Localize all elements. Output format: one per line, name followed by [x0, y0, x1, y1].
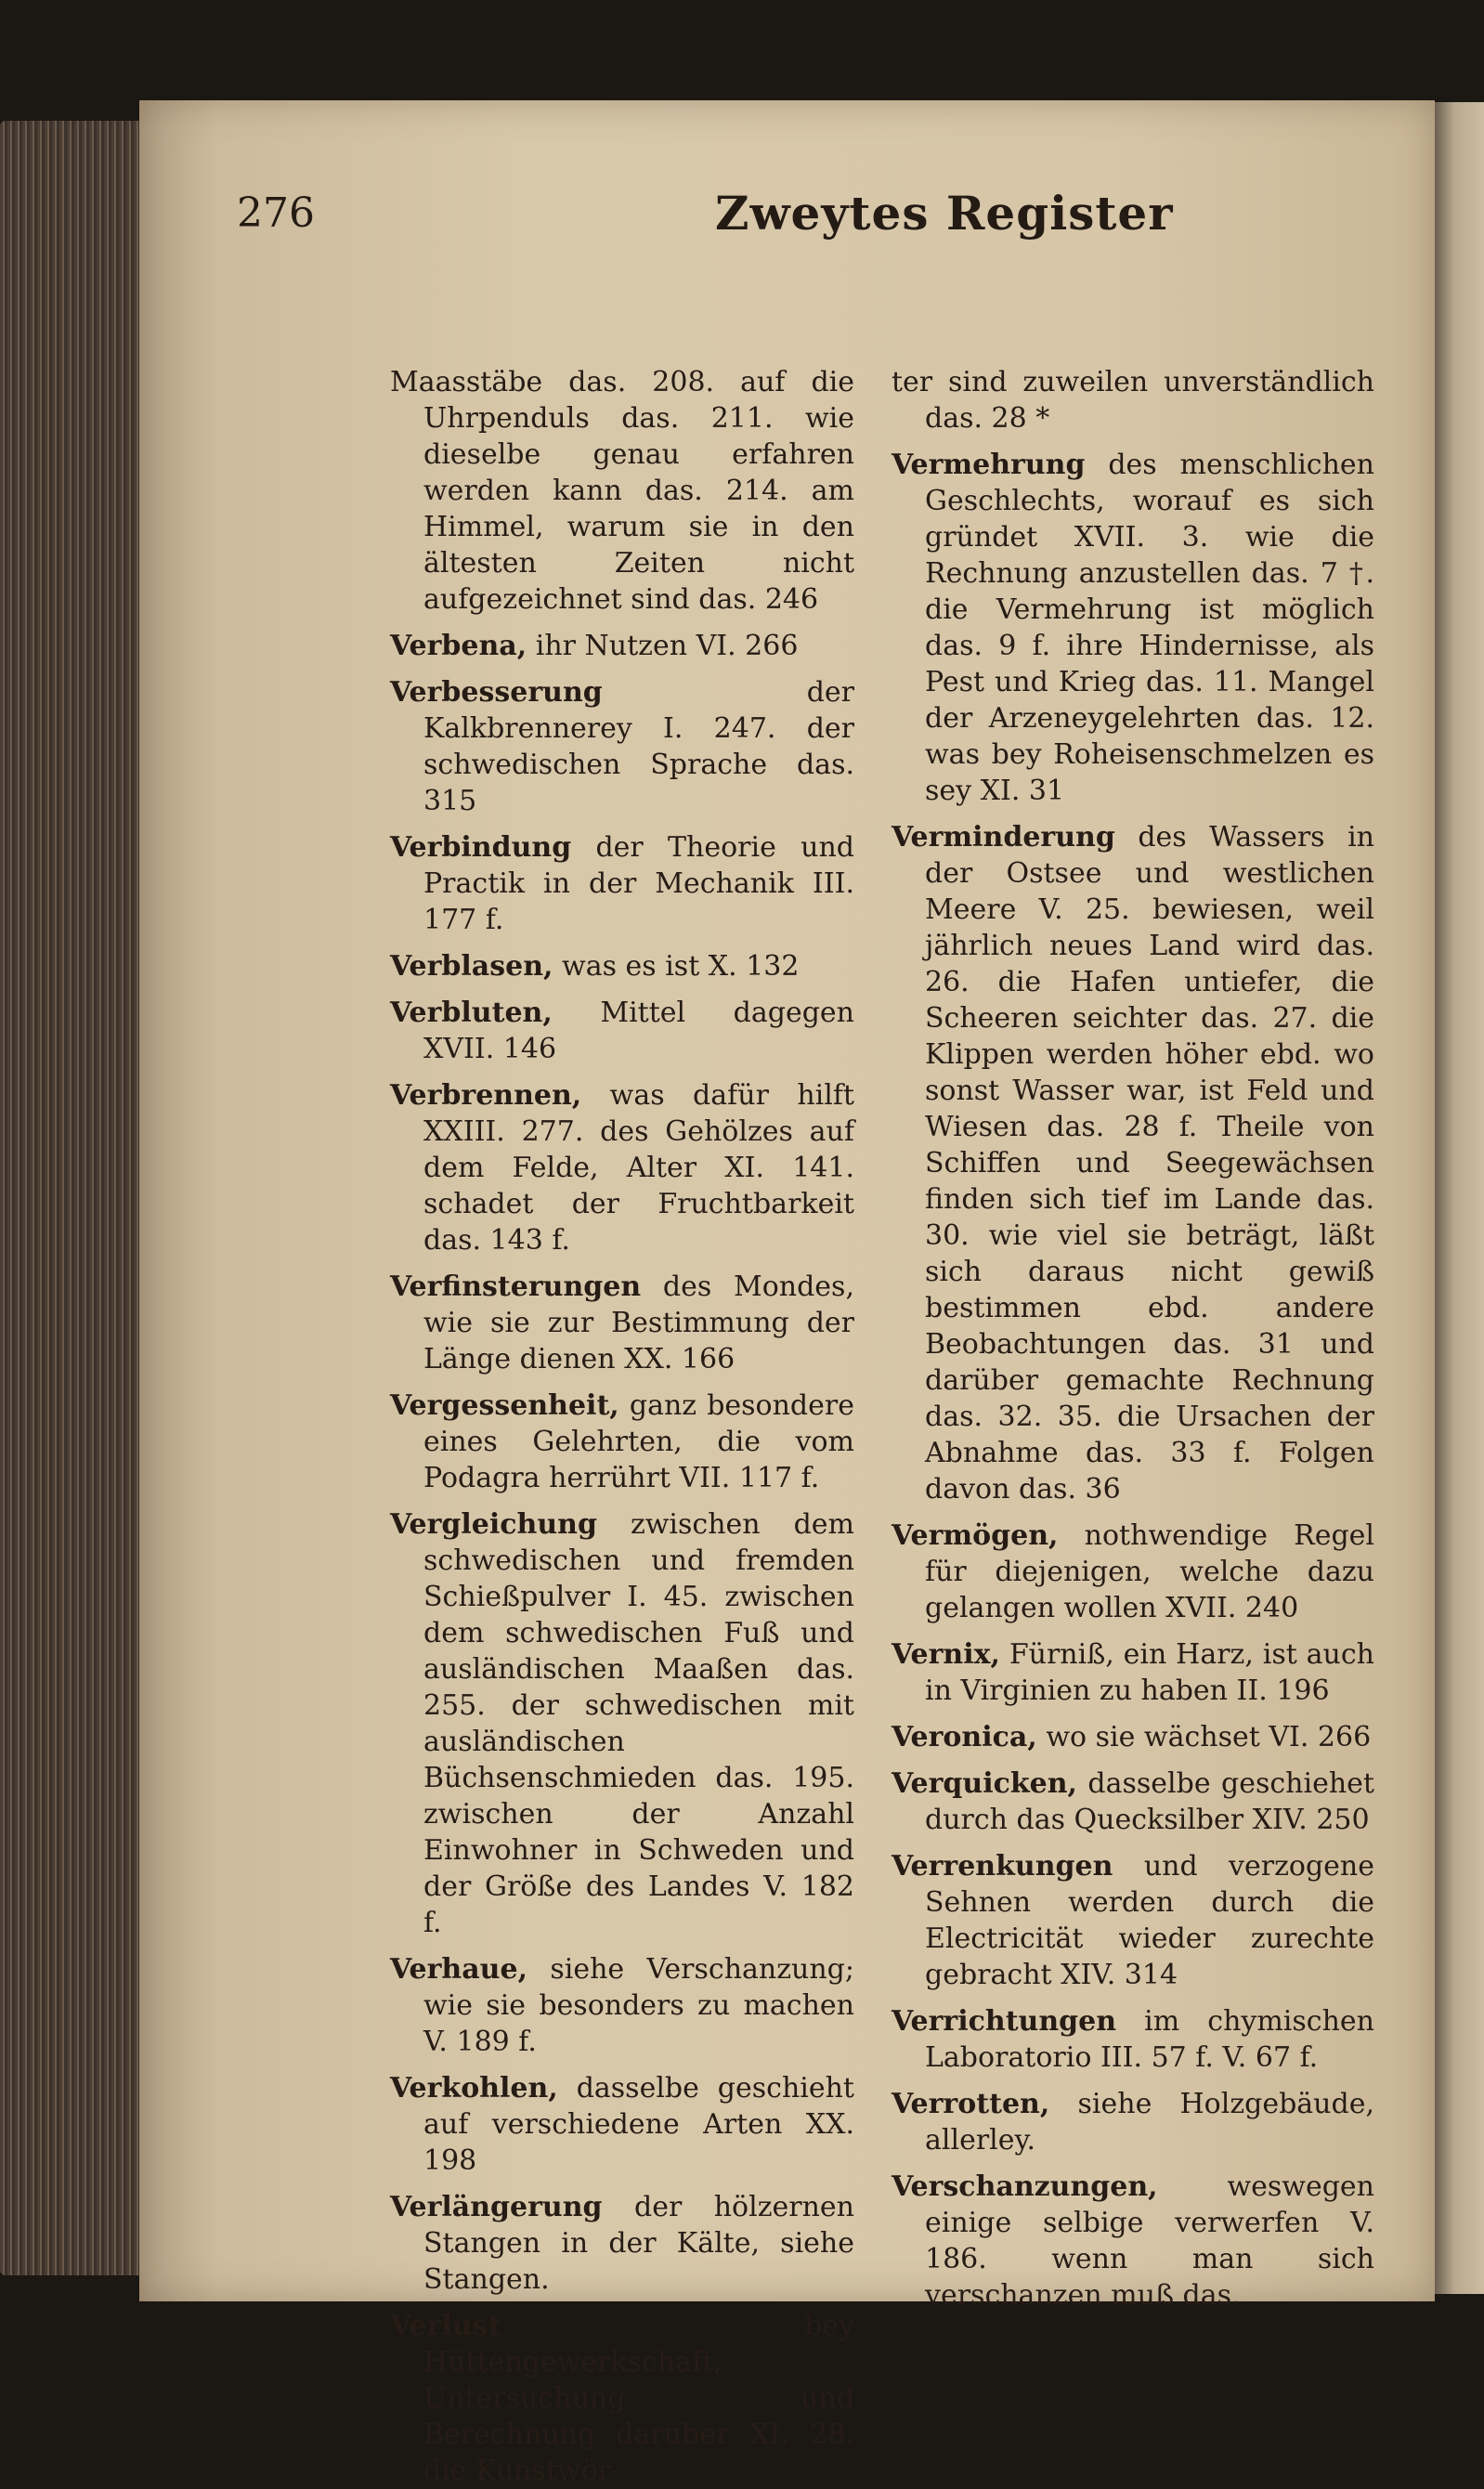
- entry-text: wo sie wächset VI. 266: [1046, 1721, 1372, 1753]
- entry-headword: Verquicken,: [892, 1767, 1077, 1800]
- entry-text: der Theorie und Practik in der Mechanik III. 177 f.: [423, 831, 854, 936]
- entry-headword: Verbindung: [390, 831, 572, 864]
- index-entry: [390, 628, 854, 664]
- index-entry: [892, 1719, 1374, 1755]
- entry-headword: Verrenkungen: [892, 1850, 1113, 1883]
- right-index-column: [892, 364, 1374, 2312]
- facing-page-edge: [1435, 102, 1484, 2294]
- entry-text: dasselbe geschiehet durch das Quecksilber XIV. 250: [925, 1767, 1374, 1836]
- index-entry: [390, 2189, 854, 2298]
- index-entry: [892, 1766, 1374, 1838]
- index-entry: [390, 948, 854, 984]
- index-entry: [390, 2308, 854, 2489]
- index-entry: [390, 674, 854, 819]
- entry-text: Mittel dagegen XVII. 146: [423, 997, 854, 1065]
- entry-headword: Verlust: [390, 2310, 501, 2342]
- entry-text: siehe Holzgebäude, allerley.: [925, 2088, 1374, 2157]
- page-header: [0, 176, 1484, 251]
- index-entry: [390, 1506, 854, 1941]
- entry-text: Fürniß, ein Harz, ist auch in Virginien zu haben II. 196: [925, 1638, 1374, 1707]
- entry-headword: Verbesserung: [390, 676, 603, 709]
- entry-headword: Vergessenheit,: [390, 1389, 619, 1422]
- entry-text: des Wassers in der Ostsee und westlichen Meere V. 25. bewiesen, weil jährlich neues Land wird das. 26. die Hafen untiefer, die Scheeren seichter das. 27. die Klippen werden höher ebd. wo sonst Wasser war, ist Feld und Wiesen das. 28 f. Theile von Schiffen und Seegewächsen finden sich tief im Lande das. 30. wie viel sie beträgt, läßt sich daraus nicht gewiß bestimmen ebd. andere Beobachtungen das. 31 und darüber gemachte Rechnung das. 32. 35. die Ursachen der Abnahme das. 33 f. Folgen davon das. 36: [925, 821, 1374, 1505]
- index-entry: [390, 1077, 854, 1258]
- entry-headword: Verbluten,: [390, 997, 553, 1029]
- entry-headword: Verbrennen,: [390, 1079, 582, 1112]
- index-entry: [892, 1518, 1374, 1626]
- index-entry: [390, 995, 854, 1067]
- index-entry: [892, 819, 1374, 1507]
- index-entry: [390, 1269, 854, 1377]
- index-entry: [892, 1636, 1374, 1709]
- entry-headword: Vernix,: [892, 1638, 1000, 1671]
- page-number: 276: [237, 189, 315, 237]
- entry-headword: Vermehrung: [892, 449, 1086, 481]
- entry-text: siehe Verschanzung; wie sie besonders zu machen V. 189 f.: [423, 1953, 854, 2058]
- entry-text: Maasstäbe das. 208. auf die Uhrpenduls das. 211. wie dieselbe genau erfahren werden kann das. 214. am Himmel, warum sie in den ältesten Zeiten nicht aufgezeichnet sind das. 246: [390, 366, 854, 616]
- entry-headword: Verhaue,: [390, 1953, 528, 1986]
- entry-headword: Veronica,: [892, 1721, 1037, 1753]
- entry-headword: Verbena,: [390, 630, 527, 662]
- entry-headword: Vergleichung: [390, 1508, 597, 1541]
- entry-text: ihr Nutzen VI. 266: [535, 630, 799, 662]
- running-title: Zweytes Register: [715, 186, 1174, 241]
- index-entry: [390, 829, 854, 938]
- entry-text: ganz besondere eines Gelehrten, die vom Podagra herrührt VII. 117 f.: [423, 1389, 854, 1494]
- index-entry: [892, 447, 1374, 809]
- index-entry: [892, 2086, 1374, 2158]
- index-entry: [892, 1848, 1374, 1993]
- page-edges: [0, 121, 158, 2275]
- entry-text: weswegen einige selbige verwerfen V. 186. wenn man sich verschanzen muß das.: [925, 2170, 1374, 2312]
- entry-text: des Mondes, wie sie zur Bestimmung der Länge dienen XX. 166: [423, 1271, 854, 1375]
- index-entry: [892, 2003, 1374, 2076]
- entry-text: und verzogene Sehnen werden durch die Electricität wieder zurechte gebracht XIV. 314: [925, 1850, 1374, 1991]
- entry-text: der Kalkbrennerey I. 247. der schwedischen Sprache das. 315: [423, 676, 854, 817]
- entry-text: bey Hüttengewerkschaft, Untersuchung und Berechnung darüber XI. 28. die Kunstwör-: [423, 2310, 854, 2487]
- entry-headword: Verkohlen,: [390, 2072, 558, 2105]
- index-entry: [390, 364, 854, 618]
- entry-text: des menschlichen Geschlechts, worauf es sich gründet XVII. 3. wie die Rechnung anzustellen das. 7 †. die Vermehrung ist möglich das. 9 f. ihre Hindernisse, als Pest und Krieg das. 11. Mangel der Arzeneygelehrten das. 12. was bey Roheisenschmelzen es sey XI. 31: [925, 449, 1374, 807]
- entry-text: was es ist X. 132: [562, 950, 800, 983]
- entry-headword: Vermögen,: [892, 1519, 1059, 1552]
- entry-text: im chymischen Laboratorio III. 57 f. V. 67 f.: [925, 2005, 1374, 2074]
- entry-text: nothwendige Regel für diejenigen, welche dazu gelangen wollen XVII. 240: [925, 1519, 1374, 1624]
- entry-text: dasselbe geschieht auf verschiedene Arten XX. 198: [423, 2072, 854, 2177]
- entry-headword: Verminderung: [892, 821, 1115, 854]
- entry-text: was dafür hilft XXIII. 277. des Gehölzes auf dem Felde, Alter XI. 141. schadet der Fruchtbarkeit das. 143 f.: [423, 1079, 854, 1257]
- index-entry: [390, 1951, 854, 2060]
- index-entry: [390, 1388, 854, 1496]
- entry-headword: Verfinsterungen: [390, 1271, 642, 1303]
- entry-headword: Verblasen,: [390, 950, 553, 983]
- entry-headword: Verlängerung: [390, 2191, 603, 2223]
- entry-text: der hölzernen Stangen in der Kälte, siehe Stangen.: [423, 2191, 854, 2296]
- entry-text: ter sind zuweilen unverständlich das. 28 *: [892, 366, 1374, 435]
- entry-headword: Verrichtungen: [892, 2005, 1117, 2038]
- index-entry: [390, 2070, 854, 2179]
- index-entry: [892, 2169, 1374, 2313]
- index-entry: [892, 364, 1374, 437]
- entry-text: zwischen dem schwedischen und fremden Schießpulver I. 45. zwischen dem schwedischen Fuß und ausländischen Maaßen das. 255. der schwedischen mit ausländischen Büchsenschmieden das. 195. zwischen der Anzahl Einwohner in Schweden und der Größe des Landes V. 182 f.: [423, 1508, 854, 1939]
- entry-headword: Verschanzungen,: [892, 2170, 1158, 2203]
- left-index-column: [390, 364, 854, 2487]
- entry-headword: Verrotten,: [892, 2088, 1050, 2120]
